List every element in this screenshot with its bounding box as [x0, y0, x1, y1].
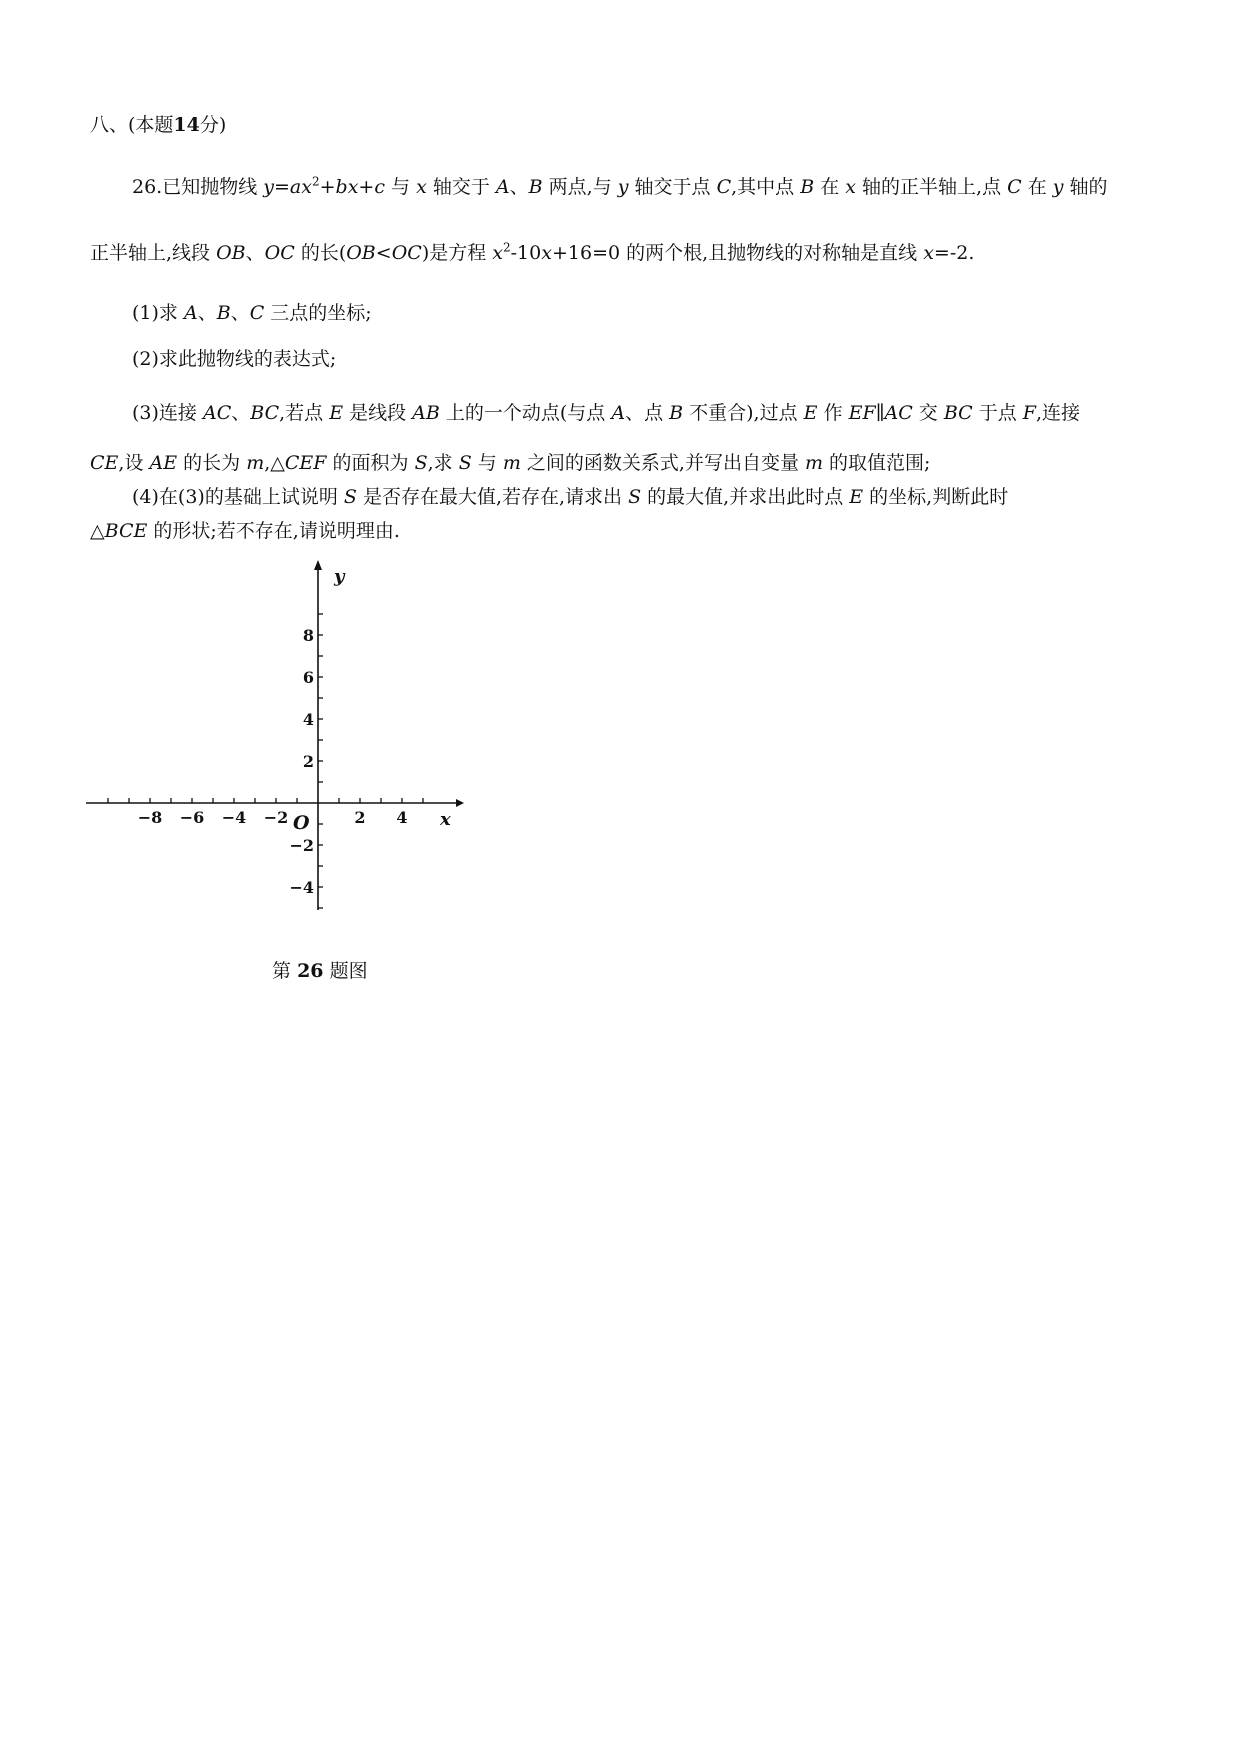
x-tick-label: 2	[354, 808, 366, 827]
math-variable: y	[263, 176, 274, 198]
math-variable: AB	[412, 402, 440, 424]
math-variable: S	[458, 452, 472, 474]
exponent: 2	[311, 174, 320, 189]
problem-number: 26.	[132, 176, 163, 198]
math-variable: OC	[264, 242, 295, 264]
math-variable: A	[611, 402, 626, 424]
math-variable: C	[1007, 176, 1022, 198]
y-tick-label: −4	[289, 878, 314, 897]
math-variable: OC	[391, 242, 422, 264]
x-tick-label: 4	[396, 808, 408, 827]
math-variable: A	[183, 302, 198, 324]
y-tick-label: 2	[302, 752, 314, 771]
section-heading	[90, 112, 226, 138]
math-variable: E	[849, 486, 864, 508]
math-variable: x	[492, 242, 503, 264]
origin-label: O	[293, 812, 310, 834]
x-tick-label: −6	[179, 808, 205, 827]
math-variable: m	[804, 452, 824, 474]
math-variable: y	[1052, 176, 1064, 198]
math-variable: BC	[943, 402, 973, 424]
x-axis-label: x	[440, 809, 451, 830]
part-2: (2)求此抛物线的表达式;	[132, 348, 337, 370]
problem-stem-line-2: 正半轴上,线段 OB、OC 的长(OB<OC)是方程 $x^2-10x+16=0$ 的两个根,且抛物线的对称轴是直线 x=-2.	[90, 240, 975, 264]
math-variable: C	[716, 176, 732, 198]
y-axis-arrow-icon	[314, 560, 322, 570]
part-4-line-1: (4)在(3)的基础上试说明 S 是否存在最大值,若存在,请求出 S 的最大值,并求出此时点 E 的坐标,判断此时	[132, 486, 1009, 508]
math-variable: B	[800, 176, 815, 198]
math-variable: S	[628, 486, 642, 508]
math-variable: S	[414, 452, 428, 474]
math-variable: x	[541, 242, 552, 264]
problem-stem-line-1	[132, 174, 1108, 200]
math-variable: bx	[335, 176, 359, 198]
y-axis-label: y	[334, 566, 345, 587]
math-variable: E	[329, 402, 344, 424]
math-variable: CEF	[284, 452, 327, 474]
math-variable: x	[923, 242, 934, 264]
math-variable: S	[343, 486, 357, 508]
x-axis-arrow-icon	[456, 799, 464, 807]
math-variable: c	[374, 176, 385, 198]
math-variable: B	[528, 176, 543, 198]
y-tick-label: 4	[302, 710, 314, 729]
y-tick-label: −2	[289, 836, 314, 855]
caption-prefix: 第	[272, 960, 292, 982]
math-variable: ax	[289, 176, 312, 198]
part-4-line-2: △BCE 的形状;若不存在,请说明理由.	[90, 520, 400, 542]
section-suffix: 分)	[199, 114, 227, 136]
y-tick-label: 8	[302, 626, 314, 645]
math-variable: AC	[884, 402, 913, 424]
math-variable: EF	[848, 402, 876, 424]
math-variable: m	[246, 452, 265, 474]
math-variable: B	[216, 302, 231, 324]
math-variable: y	[617, 176, 629, 198]
part-1: (1)求 A、B、C 三点的坐标;	[132, 302, 372, 324]
part-3-line-1: (3)连接 AC、BC,若点 E 是线段 AB 上的一个动点(与点 A、点 B 不重合),过点 E 作 EF∥AC 交 BC 于点 F,连接	[132, 402, 1081, 424]
exponent: 2	[503, 240, 511, 255]
part-3-line-2: CE,设 AE 的长为 m,△CEF 的面积为 S,求 S 与 m 之间的函数关系式,并写出自变量 m 的取值范围;	[90, 452, 931, 474]
coordinate-plane	[86, 560, 466, 930]
section-prefix: 八、(本题	[90, 114, 174, 136]
math-variable: x	[845, 176, 856, 198]
math-variable: BC	[250, 402, 280, 424]
math-variable: OB	[346, 242, 376, 264]
caption-suffix: 题图	[329, 960, 368, 982]
x-tick-label: −2	[263, 808, 289, 827]
math-variable: F	[1022, 402, 1036, 424]
math-variable: CE	[90, 452, 119, 474]
caption-number: 26	[297, 960, 324, 982]
section-points: 14	[173, 114, 200, 136]
problem-stem-text-1: 已知抛物线 $y=ax^2+bx+c$ 与 x 轴交于 A、B 两点,与 y 轴交于点 C,其中点 B 在 x 轴的正半轴上,点 C 在 y 轴的	[162, 174, 1108, 198]
math-variable: E	[803, 402, 818, 424]
math-variable: BCE	[104, 520, 148, 542]
math-variable: AC	[202, 402, 232, 424]
math-variable: C	[249, 302, 265, 324]
math-variable: AE	[149, 452, 178, 474]
figure-caption	[272, 956, 368, 983]
math-variable: m	[502, 452, 521, 474]
math-variable: x	[416, 176, 427, 198]
math-variable: A	[495, 176, 510, 198]
x-tick-label: −4	[221, 808, 247, 827]
x-tick-label: −8	[137, 808, 163, 827]
math-variable: B	[669, 402, 684, 424]
y-tick-label: 6	[302, 668, 314, 687]
math-variable: OB	[216, 242, 246, 264]
